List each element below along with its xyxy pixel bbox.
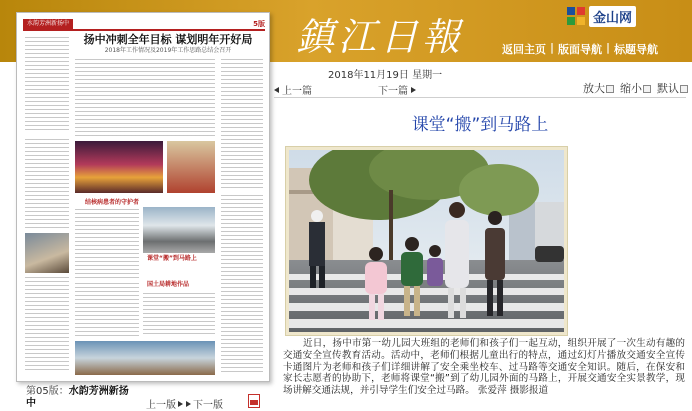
page-photo-bottom bbox=[75, 341, 215, 375]
zoom-checkbox-icon[interactable] bbox=[606, 85, 614, 93]
next-arrow-icon bbox=[186, 401, 191, 407]
pdf-icon[interactable] bbox=[248, 394, 260, 408]
page-headline-1[interactable]: 结核病患者的守护者 bbox=[85, 199, 140, 206]
nav-home-link[interactable]: 返回主页 bbox=[502, 43, 546, 56]
newspaper-page-thumbnail[interactable] bbox=[16, 12, 270, 382]
logo-text: 金山网 bbox=[589, 6, 636, 27]
section-tag: 水韵芳洲新扬中 bbox=[23, 19, 73, 29]
jinshan-logo-icon bbox=[567, 7, 585, 25]
prev-article-arrow-icon bbox=[274, 87, 279, 93]
next-article-arrow-icon bbox=[411, 87, 416, 93]
article-title: 课堂“搬”到马路上 bbox=[411, 115, 549, 135]
lead-story-subtitle: 2018年工作情况及2019年工作思路总结会召开 bbox=[104, 47, 232, 54]
page-headline-3[interactable]: 国土局耕地作品 bbox=[147, 281, 190, 288]
article-photo bbox=[289, 150, 564, 332]
page-photo-banner bbox=[167, 141, 215, 193]
newspaper-page-number: 5版 bbox=[253, 20, 265, 28]
nav-title-navigation-link[interactable]: 标题导航 bbox=[614, 43, 659, 56]
prev-page-button[interactable] bbox=[146, 396, 183, 411]
nav-page-navigation-link[interactable]: 版面导航 bbox=[558, 43, 603, 56]
zoom-shrink-option[interactable]: 缩小 bbox=[620, 80, 651, 96]
article-photo-frame bbox=[285, 146, 568, 336]
page-label-name: 水韵芳洲新扬中 bbox=[26, 386, 129, 409]
newspaper-page-content bbox=[23, 19, 265, 377]
masthead-title: 鎮江日報 bbox=[296, 15, 465, 59]
article-navigation bbox=[274, 82, 574, 96]
next-page-button[interactable] bbox=[186, 396, 223, 411]
next-article-label: 下一篇 bbox=[378, 86, 408, 97]
zoom-enlarge-option[interactable]: 放大 bbox=[583, 80, 614, 96]
jinshan-logo[interactable] bbox=[567, 6, 636, 26]
prev-article-button[interactable] bbox=[274, 82, 312, 97]
issue-date: 2018年11月19日 星期一 bbox=[328, 70, 443, 81]
top-navigation: 返回主页 | 版面导航 | 标题导航 bbox=[502, 41, 659, 56]
page-photo-stage bbox=[75, 141, 163, 193]
prev-page-label: 上一版 bbox=[146, 400, 176, 411]
zoom-checkbox-icon[interactable] bbox=[680, 85, 688, 93]
prev-article-label: 上一篇 bbox=[282, 86, 312, 97]
current-page-label bbox=[26, 386, 136, 410]
next-article-button[interactable] bbox=[378, 82, 416, 97]
next-page-label: 下一版 bbox=[193, 400, 223, 411]
lead-story-title: 扬中冲刺全年目标 谋划明年开好局 bbox=[83, 33, 253, 46]
page-label-prefix: 第05版： bbox=[26, 386, 69, 397]
article-divider bbox=[274, 97, 686, 98]
zoom-controls bbox=[583, 80, 688, 96]
newspaper-page-header bbox=[23, 19, 265, 31]
zoom-checkbox-icon[interactable] bbox=[643, 85, 651, 93]
page-headline-2[interactable]: 课堂“搬”到马路上 bbox=[147, 255, 197, 262]
article-body: 近日，扬中市第一幼儿园大班组的老师们和孩子们一起互动，组织开展了一次生动有趣的交通安全宣传教育活动。活动中，老师们根据儿童出行的特点，通过幻灯片播放交通安全宣传卡通图片为老师和孩子们详细讲解了安全乘坐校车、过马路等交通安全知识。随后，在保安和家长志愿者的协助下，老师将课堂“搬”到了幼儿园外面的马路上，开展交通安全实景教学，现场讲解交通法规，并引导学生们安全过马路。 张爱萍 摄影报道 bbox=[283, 338, 685, 397]
page-photo-small bbox=[25, 233, 69, 273]
page-photo-crossing bbox=[143, 207, 215, 253]
zoom-default-option[interactable]: 默认 bbox=[657, 80, 688, 96]
lead-story[interactable] bbox=[73, 33, 263, 55]
prev-arrow-icon bbox=[178, 401, 183, 407]
